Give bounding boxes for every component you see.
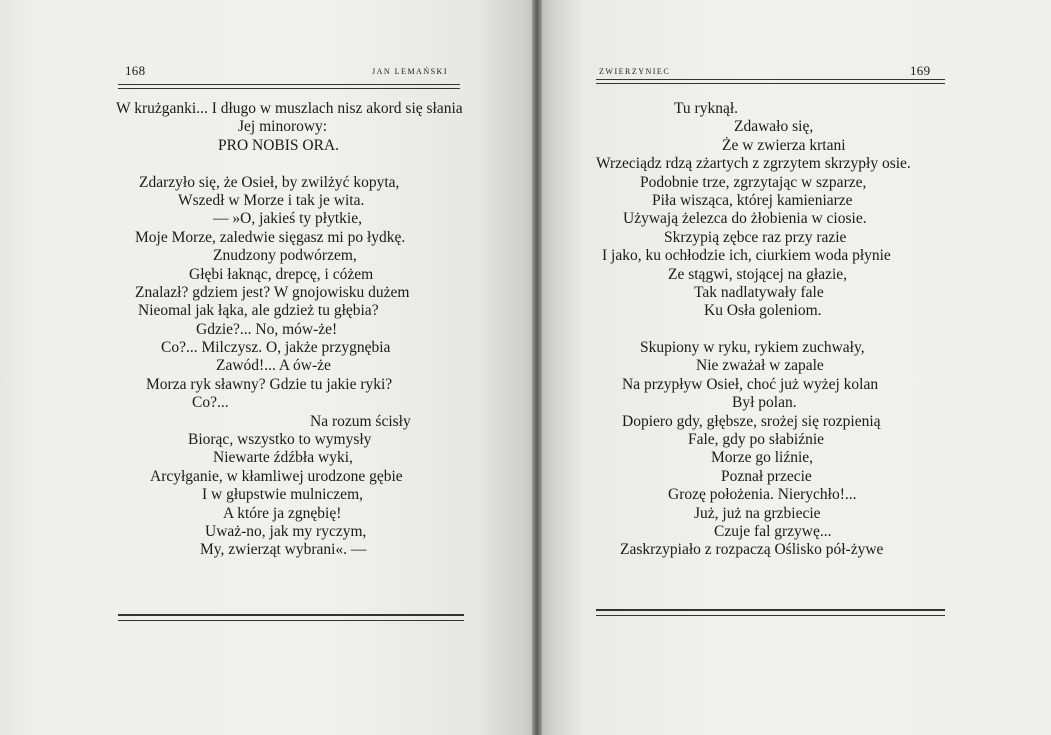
text-line: A które ja zgnębię! xyxy=(223,504,342,522)
footer-rule-2 xyxy=(596,615,945,616)
text-line: Ze stągwi, stojącej na głazie, xyxy=(668,265,848,283)
text-line: Zdarzyło się, że Osieł, by zwilżyć kopyta, xyxy=(139,173,400,191)
text-line: Na przypływ Osieł, choć już wyżej kolan xyxy=(622,375,879,393)
text-line: Moje Morze, zaledwie sięgasz mi po łydkę. xyxy=(135,228,406,246)
text-line: Wrzeciądz rdzą zżartych z zgrzytem skrzypły osie. xyxy=(596,155,911,173)
text-line: Arcyłganie, w kłamliwej urodzone gębie xyxy=(150,467,403,485)
text-line: Biorąc, wszystko to wymysły xyxy=(188,431,372,449)
text-line: I jako, ku ochłodzie ich, ciurkiem woda płynie xyxy=(602,247,891,265)
text-line: Co?... xyxy=(192,394,229,412)
text-line: Na rozum ścisły xyxy=(310,412,411,430)
page-number: 169 xyxy=(910,63,931,78)
header-rule xyxy=(118,84,460,85)
text-line: Uważ-no, jak my ryczym, xyxy=(205,522,367,540)
poem-text xyxy=(110,100,463,560)
running-head: ZWIERZYNIEC xyxy=(599,67,671,76)
text-line xyxy=(110,155,463,173)
text-line: Tu ryknął. xyxy=(674,100,739,117)
text-line: Morza ryk sławny? Gdzie tu jakie ryki? xyxy=(146,375,393,393)
footer-rule xyxy=(118,614,464,616)
text-line: Zaskrzypiało z rozpaczą Oślisko pół-żywe xyxy=(620,541,884,559)
text-line: Tak nadlatywały fale xyxy=(694,283,824,301)
text-line: Wszedł w Morze i tak je wita. xyxy=(178,191,365,209)
text-line: W krużganki... I długo w muszlach nisz akord się słania xyxy=(116,100,463,117)
text-line: — »O, jakieś ty płytkie, xyxy=(213,210,362,228)
text-line: Skupiony w ryku, rykiem zuchwały, xyxy=(640,339,865,357)
footer-rule-2 xyxy=(118,620,464,621)
text-line: Nieomal jak łąka, ale gdzież tu głębia? xyxy=(138,302,379,320)
header-rule xyxy=(596,79,945,80)
text-line: Grozę położenia. Nierychło!... xyxy=(668,486,857,504)
text-line: Że w zwierza krtani xyxy=(722,136,846,154)
poem-text xyxy=(596,100,911,560)
text-line: Piła wisząca, której kamieniarze xyxy=(652,191,853,209)
text-line: Dopiero gdy, głębsze, srożej się rozpienią xyxy=(622,412,881,430)
text-line: I w głupstwie mulniczem, xyxy=(202,486,363,504)
text-line: Nie zważał w zapale xyxy=(696,357,824,375)
text-line: Gdzie?... No, mów-że! xyxy=(196,320,338,338)
text-line: Jej minorowy: xyxy=(238,118,328,136)
text-line: Niewarte źdźbła wyki, xyxy=(213,449,353,467)
text-line: Był polan. xyxy=(732,394,797,412)
text-line: Czuje fal grzywę... xyxy=(714,522,832,540)
footer-rule xyxy=(596,609,945,611)
text-line: Zawód!... A ów-że xyxy=(216,357,331,375)
text-line: Morze go liźnie, xyxy=(711,449,814,467)
text-line: Używają żelezca do żłobienia w ciosie. xyxy=(623,210,867,228)
text-line: Ku Osła goleniom. xyxy=(704,302,822,320)
text-line: Już, już na grzbiecie xyxy=(694,504,821,522)
text-line: Podobnie trze, zgrzytając w szparze, xyxy=(640,173,867,191)
text-line: Zdawało się, xyxy=(734,118,814,136)
header-rule-2 xyxy=(596,83,945,84)
text-line: Co?... Milczysz. O, jakże przygnębia xyxy=(161,339,391,357)
book-gutter xyxy=(532,0,542,735)
text-line: Głębi łaknąc, drepcę, i cóżem xyxy=(189,265,374,283)
text-line: My, zwierząt wybrani«. — xyxy=(200,541,367,559)
text-line xyxy=(596,321,911,339)
running-head: JAN LEMAŃSKI xyxy=(372,67,448,76)
text-line: PRO NOBIS ORA. xyxy=(218,136,340,154)
page-number: 168 xyxy=(125,63,146,78)
text-line: Poznał przecie xyxy=(721,467,812,485)
text-line: Znudzony podwórzem, xyxy=(213,247,357,265)
text-line: Znalazł? gdziem jest? W gnojowisku dużem xyxy=(135,283,410,301)
text-line: Skrzypią zębce raz przy razie xyxy=(664,228,847,246)
text-line: Fale, gdy po słabiźnie xyxy=(688,431,825,449)
header-rule-2 xyxy=(118,88,460,89)
right-page xyxy=(538,0,1051,735)
